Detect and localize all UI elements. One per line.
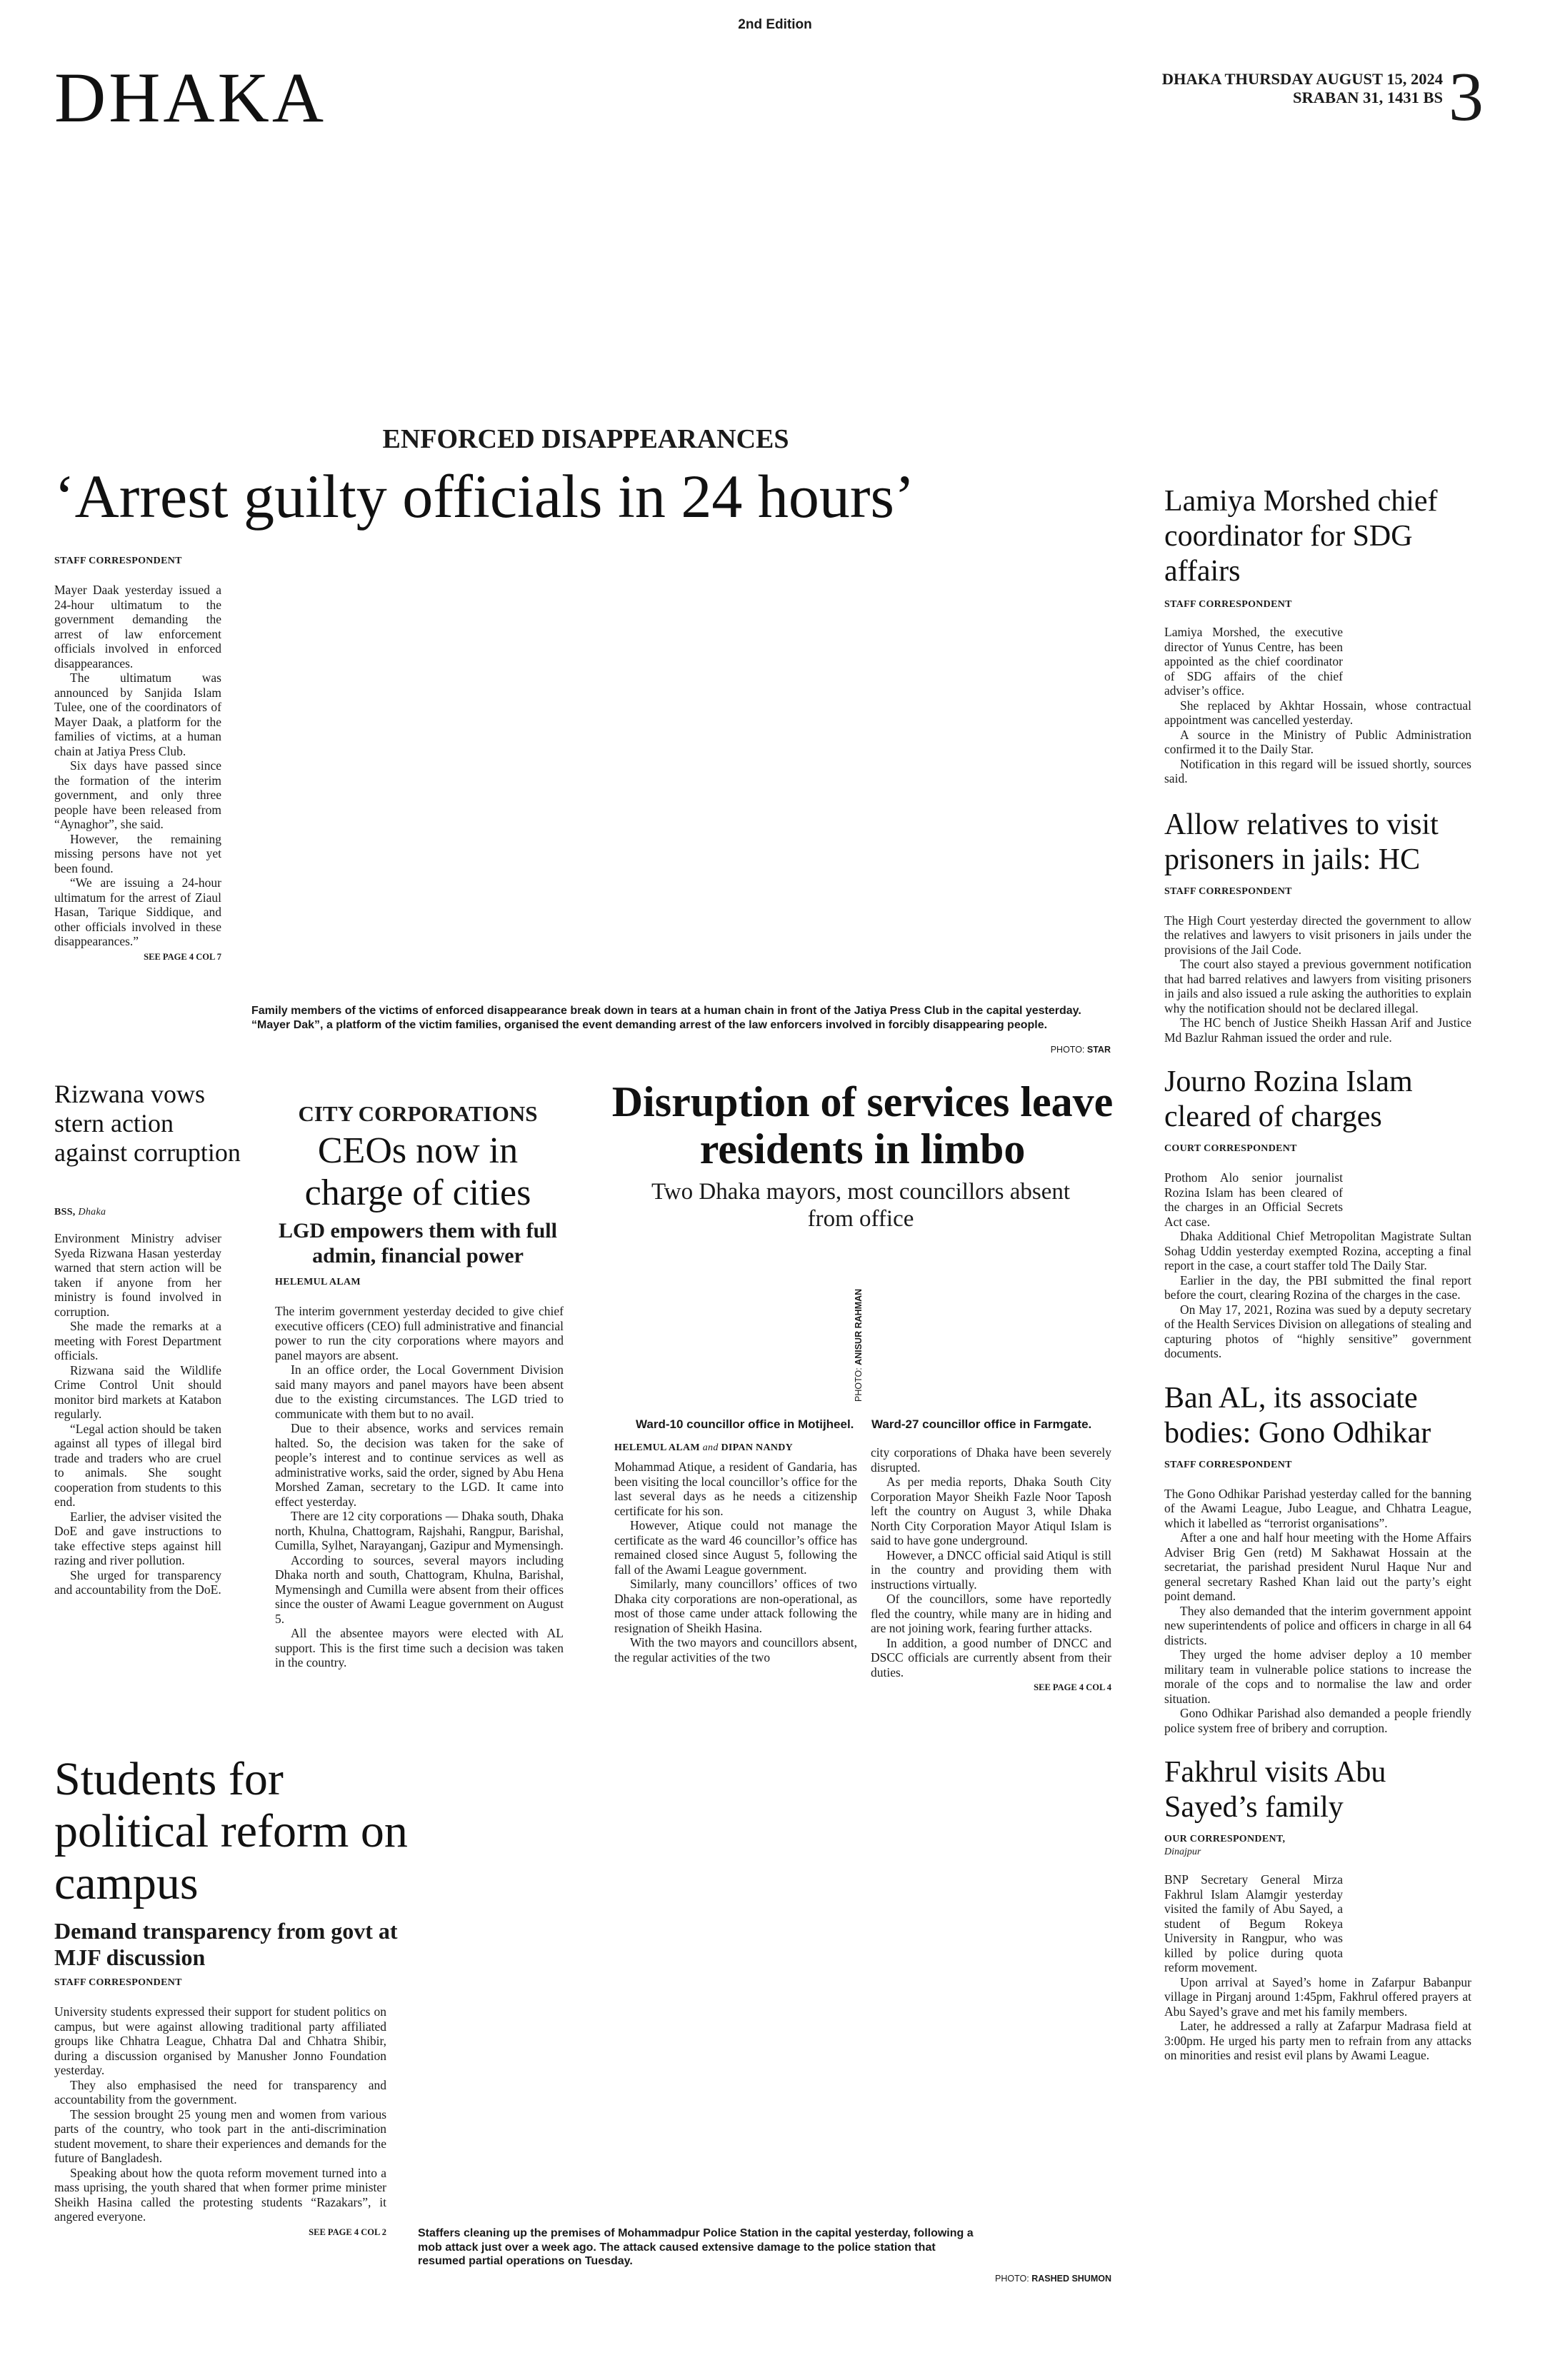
students-see-page: SEE PAGE 4 COL 2	[309, 2226, 386, 2237]
fakhrul-byline-name: OUR CORRESPONDENT,	[1164, 1834, 1286, 1844]
rizwana-byline-org: BSS,	[54, 1207, 76, 1217]
ceos-headline: CEOs now in charge of cities	[304, 1130, 531, 1213]
fakhrul-byline	[1164, 1834, 1471, 1845]
students-byline: STAFF CORRESPONDENT	[54, 1977, 182, 1988]
relatives-byline: STAFF CORRESPONDENT	[1164, 885, 1292, 897]
fakhrul-headline: Fakhrul visits Abu Sayed’s family	[1164, 1756, 1386, 1824]
disruption-photos	[614, 1232, 1114, 1414]
ban-al-paragraph: They also demanded that the interim government appoint new superintendents of police and officers in charge in all 64 districts.	[1164, 1603, 1471, 1647]
disruption-headline: Disruption of services leave residents in limbo	[611, 1078, 1114, 1173]
ceos-paragraph: There are 12 city corporations — Dhaka south, Dhaka north, Khulna, Chattogram, Rajshahi, Rangpur, Barishal, Cumilla, Sylhet, Narayanganj, Gazipur and Mymensingh.	[275, 1509, 564, 1552]
rozina-body	[1164, 1170, 1471, 1361]
ban-al-headline: Ban AL, its associate bodies: Gono Odhikar	[1164, 1381, 1431, 1450]
disruption-paragraph: In addition, a good number of DNCC and DSCC officials are currently absent from their duties.	[871, 1635, 1111, 1679]
ban-al-byline: STAFF CORRESPONDENT	[1164, 1459, 1292, 1470]
disruption-paragraph: However, a DNCC official said Atiqul is still in the country and providing them with instructions virtually.	[871, 1547, 1111, 1592]
ceos-subhead: LGD empowers them with full admin, financial power	[279, 1219, 557, 1267]
dateline-bangla-date: SRABAN 31, 1431 BS	[1292, 89, 1443, 106]
ceos-byline: HELEMUL ALAM	[275, 1277, 361, 1287]
photo-label: PHOTO:	[854, 1367, 864, 1402]
fakhrul-paragraph: Later, he addressed a rally at Zafarpur Madrasa field at 3:00pm. He urged his party men to refrain from any attacks on minorities and resist evil plans by Awami League.	[1164, 2019, 1471, 2062]
rizwana-paragraph: Rizwana said the Wildlife Crime Control Unit should monitor bird markets at Katabon regularly.	[54, 1362, 221, 1421]
students-subhead: Demand transparency from govt at MJF discussion	[54, 1918, 398, 1970]
rizwana-paragraph: She urged for transparency and accountability from the DoE.	[54, 1567, 221, 1597]
disruption-paragraph: Of the councillors, some have reportedly fled the country, while many are in hiding and are not joining work, fearing further attacks.	[871, 1592, 1111, 1635]
fakhrul-paragraph: Upon arrival at Sayed’s home in Zafarpur Babanpur village in Pirganj around 1:45pm, Fakhrul offered prayers at Abu Sayed’s grave and met his family members.	[1164, 1974, 1471, 2019]
lamiya-paragraph: She replaced by Akhtar Hossain, whose contractual appointment was cancelled yesterday.	[1164, 698, 1471, 727]
photo-label: PHOTO:	[1050, 1045, 1085, 1055]
police-station-photo	[418, 1507, 1112, 2221]
rizwana-paragraph: She made the remarks at a meeting with Forest Department officials.	[54, 1319, 221, 1362]
lead-article	[54, 556, 221, 963]
disruption-photo-credit	[854, 1280, 864, 1402]
lead-body	[54, 583, 221, 949]
lamiya-paragraph: Notification in this regard will be issued shortly, sources said.	[1164, 756, 1471, 785]
lamiya-paragraph: Lamiya Morshed, the executive director of Yunus Centre, has been appointed as the chief coordinator of SDG affairs of the chief adviser’s office.	[1164, 625, 1343, 698]
ban-al-paragraph: Gono Odhikar Parishad also demanded a people friendly police system free of bribery and corruption.	[1164, 1706, 1471, 1735]
disruption-paragraph: However, Atique could not manage the certificate as the ward 46 councillor’s office has remained closed since August 5, following the fall of the Awami League government.	[614, 1518, 857, 1577]
relatives-paragraph: The HC bench of Justice Sheikh Hassan Arif and Justice Md Bazlur Rahman issued the order and rule.	[1164, 1015, 1471, 1045]
rozina-byline: COURT CORRESPONDENT	[1164, 1143, 1297, 1154]
disruption-caption-right: Ward-27 councillor office in Farmgate.	[871, 1417, 1092, 1431]
edition-label: 2nd Edition	[738, 17, 812, 32]
lead-paragraph: “We are issuing a 24-hour ultimatum for the arrest of Ziaul Hasan, Tarique Siddique, and other officials involved in these disappearances.”	[54, 875, 221, 948]
disruption-byline-and: and	[702, 1442, 719, 1453]
ceos-kicker: CITY CORPORATIONS	[298, 1101, 538, 1126]
police-station-credit	[893, 2274, 1111, 2284]
fakhrul-byline-place: Dinajpur	[1164, 1847, 1201, 1857]
rizwana-article	[54, 1207, 221, 1597]
dateline	[1057, 70, 1443, 107]
rizwana-byline	[54, 1207, 221, 1218]
lamiya-paragraph: A source in the Ministry of Public Administration confirmed it to the Daily Star.	[1164, 727, 1471, 756]
students-paragraph: They also emphasised the need for transparency and accountability from the government.	[54, 2077, 386, 2107]
lead-paragraph: However, the remaining missing persons have not yet been found.	[54, 831, 221, 875]
lead-see-page: SEE PAGE 4 COL 7	[144, 951, 221, 962]
lead-photo-area	[251, 556, 1112, 1000]
disruption-paragraph: Mohammad Atique, a resident of Gandaria, has been visiting the local councillor’s office for the last several days as he needs a citizenship certificate for his son.	[614, 1460, 857, 1518]
relatives-paragraph: The court also stayed a previous government notification that had barred relatives and lawyers from visiting prisoners in jails and also issued a rule asking the authorities to explain why the notification should not be declared illegal.	[1164, 957, 1471, 1015]
disruption-paragraph: city corporations of Dhaka have been severely disrupted.	[871, 1445, 1111, 1475]
rizwana-paragraph: “Legal action should be taken against all types of illegal bird trade and traders who are cruel to animals. She sought cooperation from students to this end.	[54, 1421, 221, 1509]
students-paragraph: Speaking about how the quota reform movement turned into a mass uprising, the youth shared that when former prime minister Sheikh Hasina called the protesting students “Razakars”, it angered everyone.	[54, 2165, 386, 2224]
disruption-byline	[614, 1442, 857, 1454]
disruption-caption-left: Ward-10 councillor office in Motijheel.	[636, 1417, 854, 1431]
rozina-paragraph: Earlier in the day, the PBI submitted the final report before the court, clearing Rozina of the charges in the case.	[1164, 1272, 1471, 1302]
lead-headline: ‘Arrest guilty officials in 24 hours’	[54, 462, 915, 531]
lamiya-body	[1164, 625, 1471, 786]
section-title: DHAKA	[54, 58, 327, 137]
ban-al-paragraph: After a one and half hour meeting with the Home Affairs Adviser Brig Gen (retd) M Sakhawat Hossain at the secretariat, the parishad president Nurul Haque Nur and general secretary Rashed Khan laid out the party’s eight point demand.	[1164, 1530, 1471, 1603]
lead-paragraph: The ultimatum was announced by Sanjida Islam Tulee, one of the coordinators of Mayer Daak, a platform for the families of victims, at a human chain at Jatiya Press Club.	[54, 671, 221, 758]
ban-al-body	[1164, 1487, 1471, 1736]
lead-photo-credit	[857, 1045, 1111, 1055]
rizwana-headline: Rizwana vows stern action against corruption	[54, 1080, 241, 1167]
students-paragraph: The session brought 25 young men and women from various parts of the country, who took part in the anti-discrimination student movement, to share their experiences and demands for the future of Bangladesh.	[54, 2107, 386, 2165]
photo-label: PHOTO:	[995, 2274, 1029, 2284]
ceos-paragraph: All the absentee mayors were elected with AL support. This is the first time such a decision was taken in the country.	[275, 1626, 564, 1669]
photo-credit-name: ANISUR RAHMAN	[854, 1288, 864, 1365]
students-article	[54, 1977, 386, 2238]
disruption-subhead: Two Dhaka mayors, most councillors absent from office	[651, 1179, 1071, 1232]
photo-credit-name: RASHED SHUMON	[1031, 2274, 1111, 2284]
fakhrul-paragraph: BNP Secretary General Mirza Fakhrul Islam Alamgir yesterday visited the family of Abu Sayed, a student of Begum Rokeya University in Rangpur, who was killed by police during quota reform movement.	[1164, 1872, 1343, 1974]
students-paragraph: University students expressed their support for student politics on campus, but were against allowing traditional party affiliated groups like Chhatra League, Chhatra Dal and Chhatra Shibir, during a discussion organised by Manusher Jonno Foundation yesterday.	[54, 2004, 386, 2077]
students-body	[54, 2004, 386, 2224]
photo-credit-name: STAR	[1086, 1045, 1111, 1055]
students-headline: Students for political reform on campus	[54, 1753, 408, 1909]
disruption-paragraph: With the two mayors and councillors absent, the regular activities of the two	[614, 1635, 857, 1665]
disruption-byline-2: DIPAN NANDY	[721, 1442, 794, 1453]
page-number: 3	[1449, 59, 1484, 136]
lead-paragraph: Six days have passed since the formation of the interim government, and only three people have been released from “Aynaghor”, she said.	[54, 758, 221, 831]
dateline-date: DHAKA THURSDAY AUGUST 15, 2024	[1161, 70, 1443, 88]
ceos-paragraph: According to sources, several mayors including Dhaka north and south, Chattogram, Khulna, Barishal, Mymensingh and Cumilla were absent from their offices since the ouster of Awami League government on August 5.	[275, 1552, 564, 1626]
disruption-paragraph: Similarly, many councillors’ offices of two Dhaka city corporations are non-operational, as most of those came under attack following the resignation of Sheikh Hasina.	[614, 1577, 857, 1635]
rizwana-body	[54, 1231, 221, 1597]
disruption-byline-1: HELEMUL ALAM	[614, 1442, 700, 1453]
lamiya-byline: STAFF CORRESPONDENT	[1164, 599, 1292, 610]
rizwana-paragraph: Environment Ministry adviser Syeda Rizwana Hasan yesterday warned that stern action will be taken if anyone from her ministry is found involved in corruption.	[54, 1231, 221, 1319]
rozina-headline: Journo Rozina Islam cleared of charges	[1164, 1065, 1413, 1133]
relatives-paragraph: The High Court yesterday directed the government to allow the relatives and lawyers to visit prisoners in jails under the provisions of the Jail Code.	[1164, 913, 1471, 957]
relatives-body	[1164, 913, 1471, 1045]
fakhrul-body	[1164, 1872, 1471, 2063]
lead-byline: STAFF CORRESPONDENT	[54, 556, 182, 566]
disruption-paragraph: As per media reports, Dhaka South City Corporation Mayor Sheikh Fazle Noor Taposh left the country on August 3, while Dhaka North City Corporation Mayor Atiqul Islam is said to have gone underground.	[871, 1475, 1111, 1547]
police-station-caption: Staffers cleaning up the premises of Mohammadpur Police Station in the capital yesterday, following a mob attack just over a week ago. The attack caused extensive damage to the police station that resumed partial operations on Tuesday.	[418, 2227, 974, 2267]
rizwana-byline-place: Dhaka	[78, 1207, 106, 1217]
ceos-paragraph: Due to their absence, works and services remain halted. So, the decision was taken for the sake of people’s interest and to continue services as well as administrative works, said the order, signed by Abu Hena Morshed Zaman, secretary to the LGD. It came into effect yesterday.	[275, 1421, 564, 1509]
rizwana-paragraph: Earlier, the adviser visited the DoE and gave instructions to take effective steps against hill razing and river pollution.	[54, 1509, 221, 1567]
lead-kicker: ENFORCED DISAPPEARANCES	[382, 424, 789, 454]
ban-al-paragraph: The Gono Odhikar Parishad yesterday called for the banning of the Awami League, Jubo League, and Chhatra League, which it labelled as “terrorist organisations”.	[1164, 1486, 1471, 1530]
lamiya-headline: Lamiya Morshed chief coordinator for SDG affairs	[1164, 485, 1438, 588]
right-column	[1164, 484, 1471, 2063]
lead-photo-caption: Family members of the victims of enforced disappearance break down in tears at a human chain in front of the Jatiya Press Club in the capital yesterday. “Mayer Dak”, a platform of the victim families, organised the event demanding arrest of the law enforcers involved in forcibly disappearing people.	[251, 1005, 1081, 1031]
lead-paragraph: Mayer Daak yesterday issued a 24-hour ultimatum to the government demanding the arrest of law enforcement officials involved in enforced disappearances.	[54, 583, 221, 671]
rozina-paragraph: Prothom Alo senior journalist Rozina Islam has been cleared of the charges in an Official Secrets Act case.	[1164, 1170, 1343, 1229]
disruption-see-page: SEE PAGE 4 COL 4	[1034, 1682, 1111, 1692]
ceos-paragraph: The interim government yesterday decided to give chief executive officers (CEO) full administrative and financial power to run the city corporations where mayors and panel mayors are absent.	[275, 1304, 564, 1362]
ban-al-paragraph: They urged the home adviser deploy a 10 member military team in vulnerable police stations to increase the morale of the cops and to normalise the law and order situation.	[1164, 1647, 1471, 1706]
relatives-headline: Allow relatives to visit prisoners in jails: HC	[1164, 808, 1439, 876]
ceos-paragraph: In an office order, the Local Government Division said many mayors and panel mayors have been absent due to the existing circumstances. The LGD tried to communicate with them but to no avail.	[275, 1362, 564, 1421]
rozina-paragraph: Dhaka Additional Chief Metropolitan Magistrate Sultan Sohag Uddin yesterday exempted Rozina, accepting a final report in the case, a court staffer told The Daily Star.	[1164, 1229, 1471, 1272]
rozina-paragraph: On May 17, 2021, Rozina was sued by a deputy secretary of the Health Services Division on allegations of stealing and capturing photos of “highly sensitive” government documents.	[1164, 1302, 1471, 1360]
